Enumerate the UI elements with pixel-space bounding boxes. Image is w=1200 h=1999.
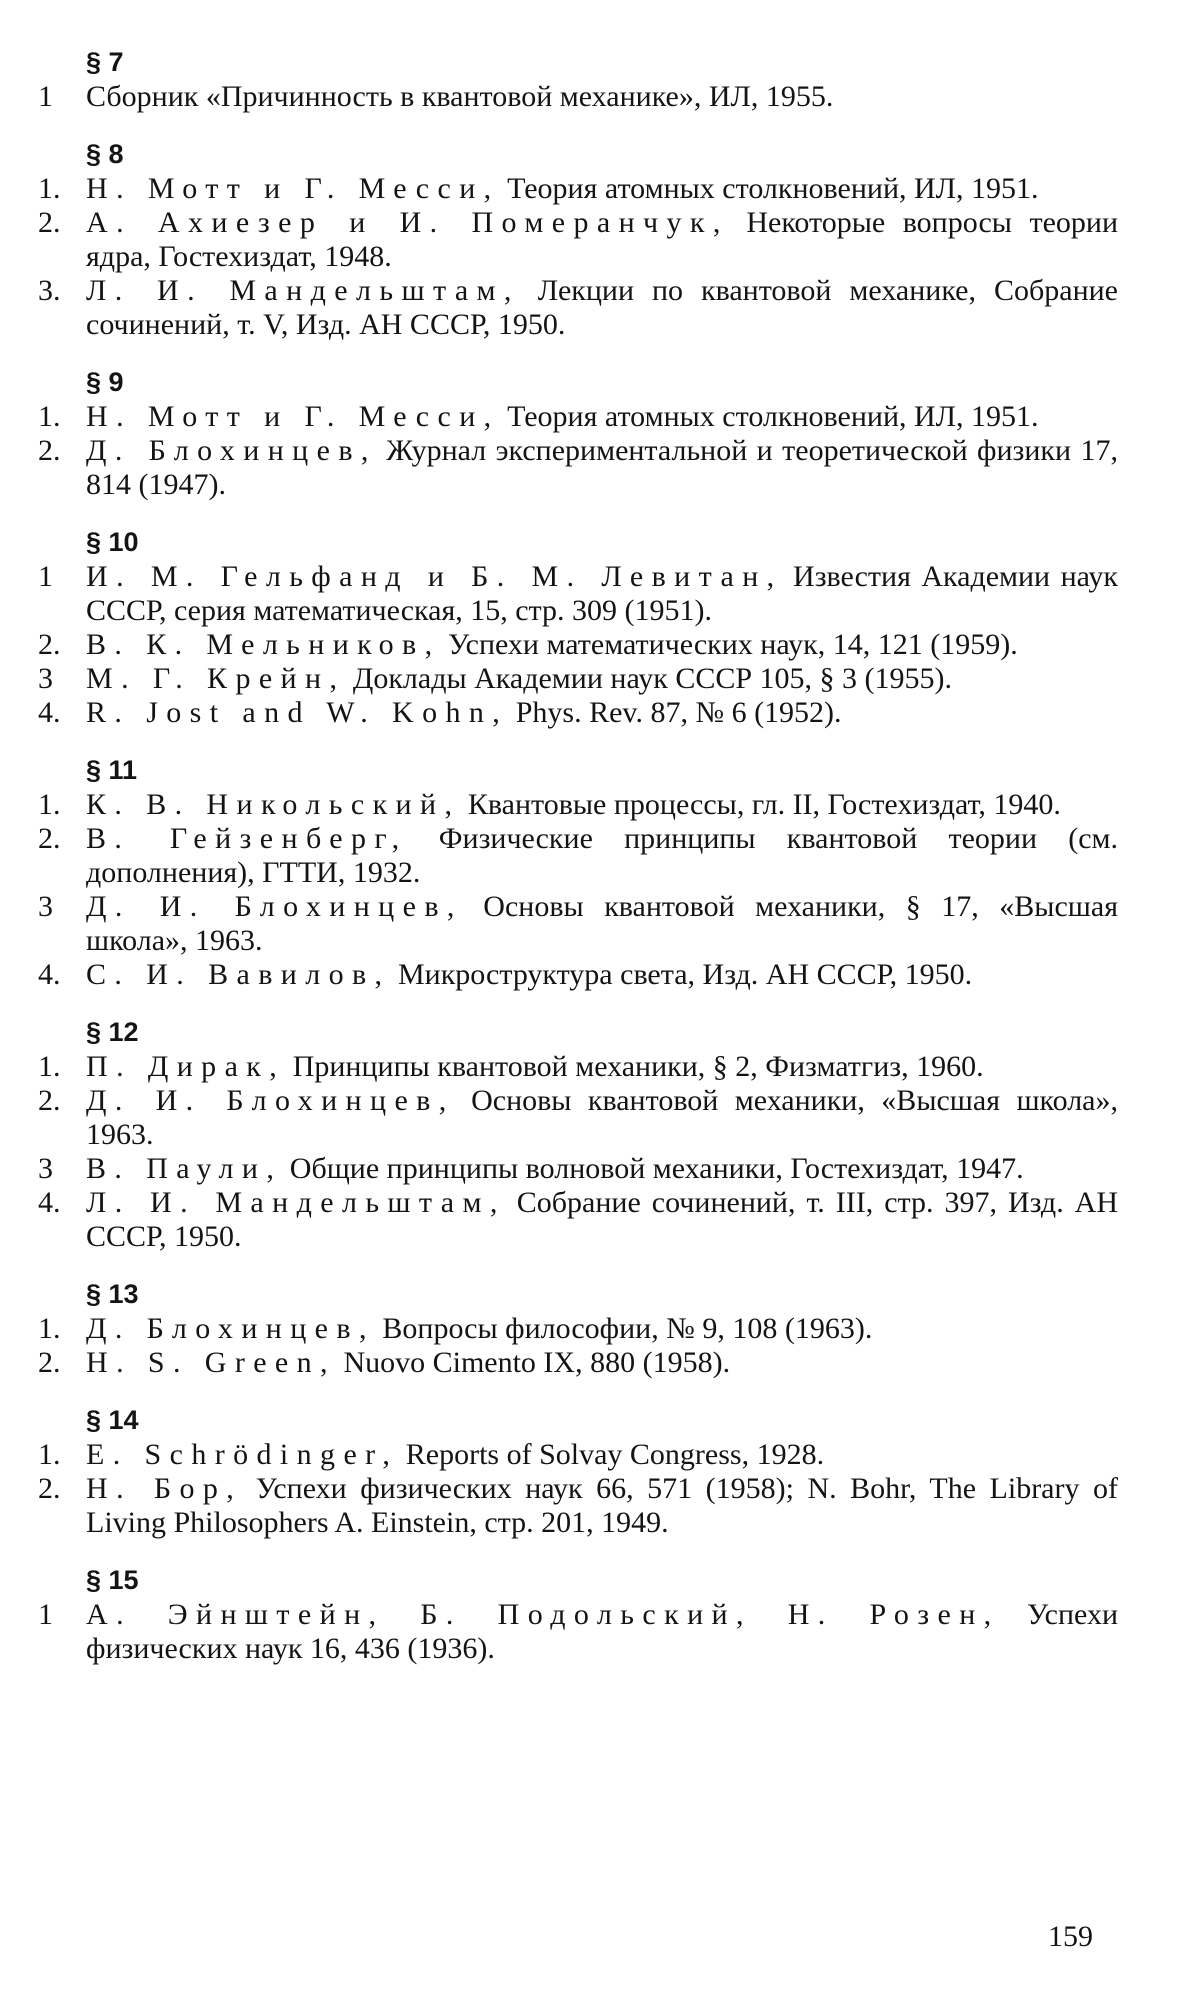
section-heading: § 13	[86, 1279, 139, 1309]
reference-text: Микроструктура света, Изд. АН СССР, 1950.	[390, 958, 973, 991]
reference-entry	[38, 206, 1118, 274]
reference-author: С. И. Вавилов,	[86, 958, 391, 991]
reference-text: Физические принципы квантовой теории (см. дополнения), ГТТИ, 1932.	[86, 822, 1119, 889]
reference-section	[38, 1564, 1118, 1666]
reference-text: Квантовые процессы, гл. II, Гостехиздат, 1940.	[460, 788, 1061, 821]
section-heading: § 14	[86, 1405, 139, 1435]
reference-list	[38, 172, 1118, 342]
reference-entry	[38, 80, 1118, 114]
reference-entry	[38, 274, 1118, 342]
reference-author: Д. Блохинцев,	[86, 434, 377, 467]
reference-author: Д. И. Блохинцев,	[86, 890, 463, 923]
reference-author: А. Эйнштейн, Б. Подольский, Н. Розен,	[86, 1598, 1000, 1631]
reference-section	[38, 1016, 1118, 1254]
reference-number: 2.	[38, 628, 61, 661]
reference-author: В. К. Мельников,	[86, 628, 441, 661]
reference-number: 1.	[38, 788, 61, 821]
reference-list	[38, 1438, 1118, 1540]
reference-text: Основы квантовой механики, «Высшая школа», 1963.	[86, 1084, 1118, 1151]
reference-number: 2.	[38, 1084, 61, 1117]
reference-text: Принципы квантовой механики, § 2, Физматгиз, 1960.	[285, 1050, 984, 1083]
reference-list	[38, 788, 1118, 992]
reference-number: 2.	[38, 1346, 61, 1379]
reference-entry	[38, 958, 1118, 992]
reference-text: Известия Академии наук СССР, серия математическая, 15, стр. 309 (1951).	[86, 560, 1118, 627]
reference-entry	[38, 822, 1118, 890]
reference-section	[38, 754, 1118, 992]
reference-author: E. Schrödinger,	[86, 1438, 399, 1471]
reference-author: Н. Бор,	[86, 1472, 243, 1505]
reference-entry	[38, 1438, 1118, 1472]
section-heading: § 8	[86, 139, 124, 169]
reference-list	[38, 80, 1118, 114]
reference-text: Сборник «Причинность в квантовой механике», ИЛ, 1955.	[86, 80, 834, 113]
reference-text: Phys. Rev. 87, № 6 (1952).	[508, 696, 842, 729]
reference-text: Теория атомных столкновений, ИЛ, 1951.	[499, 172, 1039, 205]
reference-number: 1.	[38, 172, 61, 205]
reference-entry	[38, 172, 1118, 206]
reference-text: Журнал экспериментальной и теоретической физики 17, 814 (1947).	[86, 434, 1118, 501]
reference-entry	[38, 1346, 1118, 1380]
reference-entry	[38, 560, 1118, 628]
reference-author: R. Jost and W. Kohn,	[86, 696, 509, 729]
reference-text: Успехи физических наук 66, 571 (1958); N. Bohr, The Library of Living Philosophers A. Einstein, стр. 201, 1949.	[86, 1472, 1118, 1539]
reference-entry	[38, 1598, 1118, 1666]
reference-author: Л. И. Мандельштам,	[86, 1186, 506, 1219]
section-heading: § 7	[86, 47, 124, 77]
page-number: 159	[1048, 1920, 1093, 1953]
reference-author: Н. Мотт и Г. Месси,	[86, 400, 500, 433]
reference-number: 2.	[38, 1472, 61, 1505]
section-heading: § 10	[86, 527, 139, 557]
reference-entry	[38, 662, 1118, 696]
reference-number: 2.	[38, 206, 61, 239]
reference-author: И. М. Гельфанд и Б. М. Левитан,	[86, 560, 783, 593]
reference-number: 3	[38, 890, 53, 923]
reference-number: 2.	[38, 434, 61, 467]
reference-author: Д. И. Блохинцев,	[86, 1084, 455, 1117]
reference-number: 1.	[38, 1312, 61, 1345]
references-page	[38, 46, 1118, 1666]
reference-author: Д. Блохинцев,	[86, 1312, 375, 1345]
reference-author: А. Ахиезер и И. Померанчук,	[86, 206, 729, 239]
reference-number: 1.	[38, 1438, 61, 1471]
reference-list	[38, 560, 1118, 730]
reference-text: Собрание сочинений, т. III, стр. 397, Изд. АН СССР, 1950.	[86, 1186, 1118, 1253]
reference-section	[38, 366, 1118, 502]
reference-entry	[38, 696, 1118, 730]
reference-entry	[38, 1312, 1118, 1346]
reference-list	[38, 1312, 1118, 1380]
reference-entry	[38, 434, 1118, 502]
reference-text: Общие принципы волновой механики, Гостехиздат, 1947.	[282, 1152, 1024, 1185]
reference-entry	[38, 1084, 1118, 1152]
reference-section	[38, 526, 1118, 730]
section-heading: § 12	[86, 1017, 139, 1047]
reference-entry	[38, 788, 1118, 822]
reference-entry	[38, 890, 1118, 958]
reference-number: 1.	[38, 400, 61, 433]
reference-author: В. Гейзенберг,	[86, 822, 408, 855]
reference-section	[38, 1404, 1118, 1540]
reference-number: 3	[38, 1152, 53, 1185]
reference-entry	[38, 400, 1118, 434]
reference-author: Н. Мотт и Г. Месси,	[86, 172, 500, 205]
section-heading: § 9	[86, 367, 124, 397]
reference-number: 1	[38, 1598, 53, 1631]
reference-author: Л. И. Мандельштам,	[86, 274, 520, 307]
reference-text: Некоторые вопросы теории ядра, Гостехиздат, 1948.	[86, 206, 1118, 273]
reference-entry	[38, 1152, 1118, 1186]
reference-author: М. Г. Крейн,	[86, 662, 346, 695]
reference-list	[38, 1050, 1118, 1254]
reference-text: Основы квантовой механики, § 17, «Высшая школа», 1963.	[86, 890, 1118, 957]
reference-text: Nuovo Cimento IX, 880 (1958).	[335, 1346, 731, 1379]
reference-entry	[38, 1186, 1118, 1254]
reference-number: 1.	[38, 1050, 61, 1083]
reference-number: 4.	[38, 696, 61, 729]
reference-number: 1	[38, 560, 53, 593]
reference-entry	[38, 1050, 1118, 1084]
reference-number: 4.	[38, 1186, 61, 1219]
reference-entry	[38, 1472, 1118, 1540]
reference-text: Доклады Академии наук СССР 105, § 3 (1955).	[345, 662, 953, 695]
reference-number: 1	[38, 80, 53, 113]
reference-entry	[38, 628, 1118, 662]
reference-author: H. S. Green,	[86, 1346, 336, 1379]
reference-text: Успехи физических наук 16, 436 (1936).	[86, 1598, 1118, 1665]
reference-text: Вопросы философии, № 9, 108 (1963).	[374, 1312, 873, 1345]
reference-section	[38, 138, 1118, 342]
reference-author: В. Паули,	[86, 1152, 283, 1185]
reference-number: 2.	[38, 822, 61, 855]
reference-text: Теория атомных столкновений, ИЛ, 1951.	[499, 400, 1039, 433]
reference-section	[38, 46, 1118, 114]
reference-author: К. В. Никольский,	[86, 788, 461, 821]
reference-number: 4.	[38, 958, 61, 991]
reference-number: 3	[38, 662, 53, 695]
reference-author: П. Дирак,	[86, 1050, 286, 1083]
reference-text: Reports of Solvay Congress, 1928.	[398, 1438, 825, 1471]
section-heading: § 15	[86, 1565, 139, 1595]
reference-text: Лекции по квантовой механике, Собрание сочинений, т. V, Изд. АН СССР, 1950.	[86, 274, 1118, 341]
reference-list	[38, 1598, 1118, 1666]
reference-section	[38, 1278, 1118, 1380]
reference-text: Успехи математических наук, 14, 121 (1959).	[440, 628, 1018, 661]
reference-number: 3.	[38, 274, 61, 307]
reference-list	[38, 400, 1118, 502]
section-heading: § 11	[86, 755, 138, 785]
